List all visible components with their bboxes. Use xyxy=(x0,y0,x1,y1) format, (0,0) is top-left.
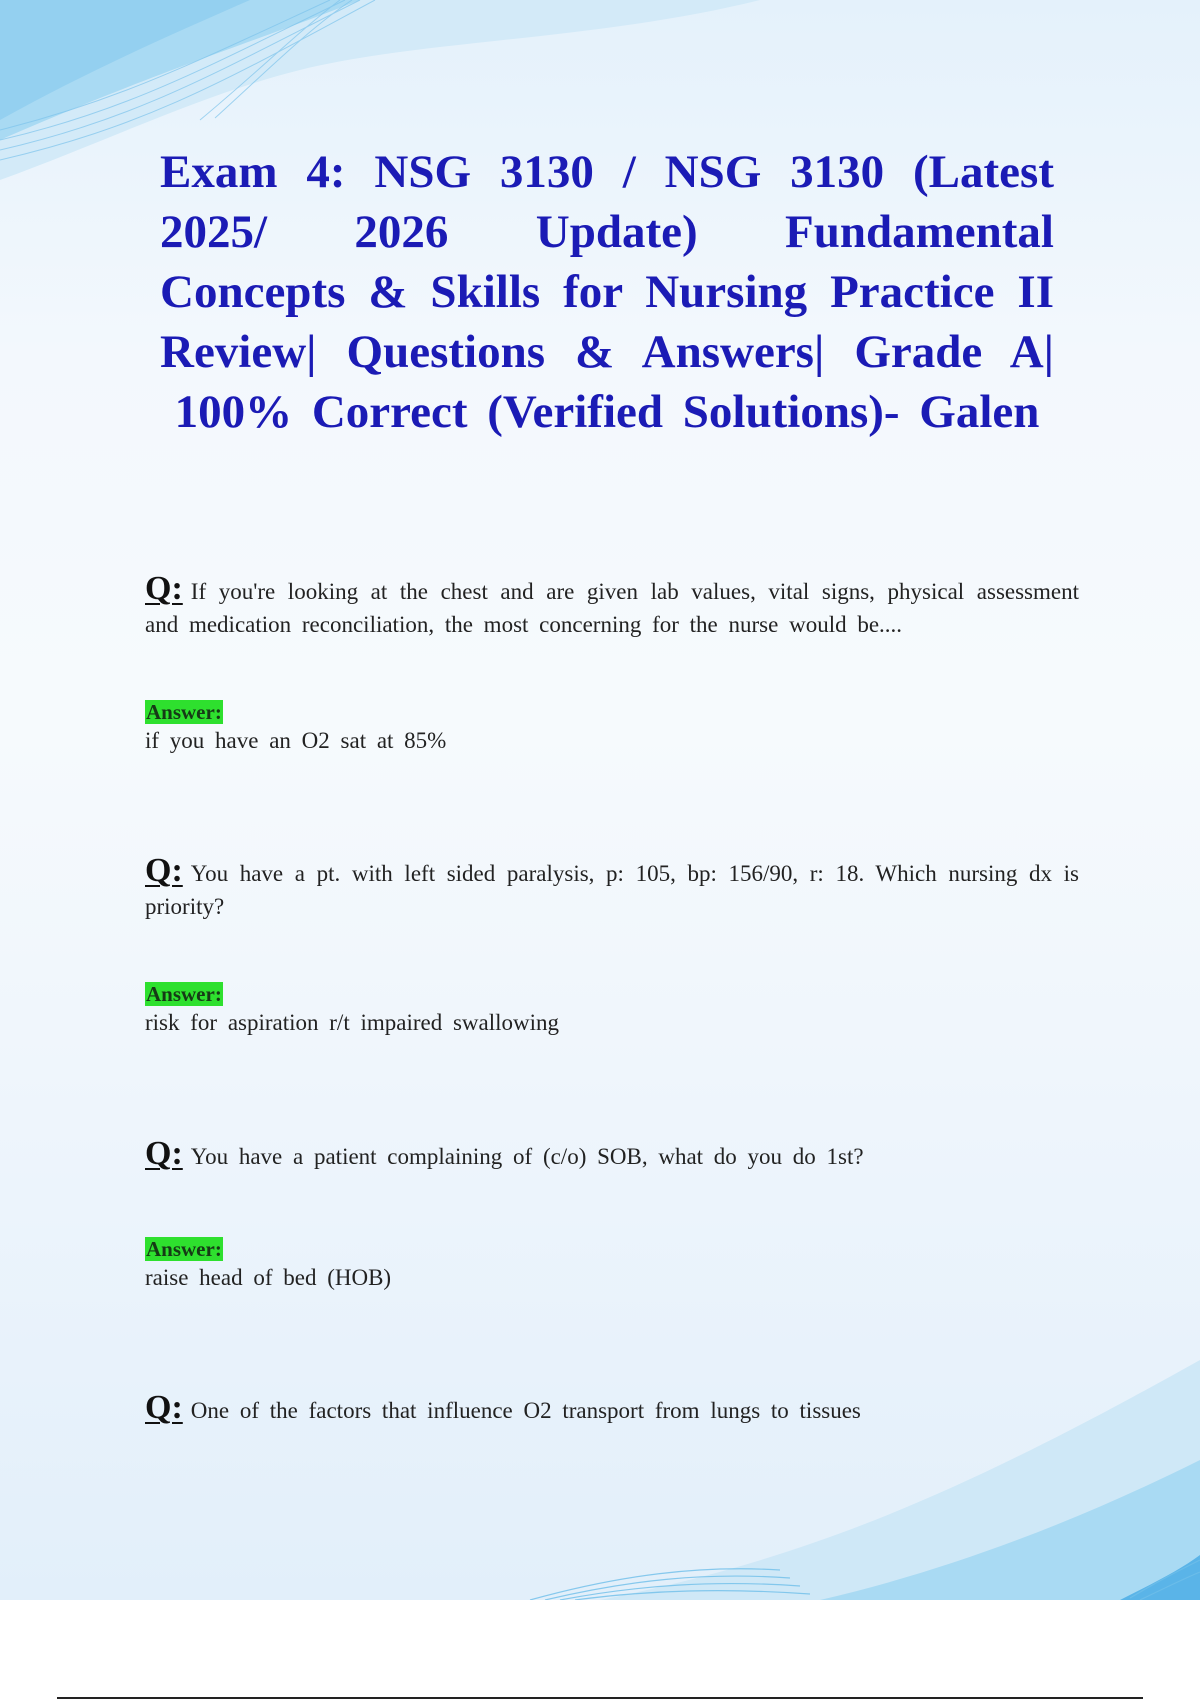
question-3 xyxy=(145,1137,1079,1173)
question-label: Q: xyxy=(145,1135,183,1172)
question-1 xyxy=(145,572,1079,641)
answer-text: if you have an O2 sat at 85% xyxy=(145,728,447,753)
question-label: Q: xyxy=(145,1389,183,1426)
answer-label: Answer: xyxy=(146,700,222,724)
question-block xyxy=(145,1391,1079,1427)
question-label: Q: xyxy=(145,570,183,607)
answer-label: Answer: xyxy=(146,982,222,1006)
document-title: Exam 4: NSG 3130 / NSG 3130 (Latest 2025/ 2026 Update) Fundamental Concepts & Skills for Nursing Practice II Review| Questions & Answers| Grade A| 100% Correct (Verified Solutions)- Galen xyxy=(160,146,1054,438)
question-text: If you're looking at the chest and are given lab values, vital signs, physical assessment and medication reconciliation, the most concerning for the nurse would be.... xyxy=(145,579,1079,637)
question-block xyxy=(145,1137,1079,1173)
answer-block xyxy=(145,700,1079,757)
question-text: You have a pt. with left sided paralysis, p: 105, bp: 156/90, r: 18. Which nursing dx is priority? xyxy=(145,861,1079,919)
question-4 xyxy=(145,1391,1079,1427)
question-text: You have a patient complaining of (c/o) SOB, what do you do 1st? xyxy=(190,1144,864,1169)
answer-label: Answer: xyxy=(146,1237,222,1261)
footer-divider xyxy=(57,1697,1143,1699)
question-block xyxy=(145,854,1079,923)
question-label: Q: xyxy=(145,852,183,889)
answer-block xyxy=(145,1237,1079,1294)
answer-text: risk for aspiration r/t impaired swallowing xyxy=(145,1010,560,1035)
question-2 xyxy=(145,854,1079,923)
answer-text: raise head of bed (HOB) xyxy=(145,1265,392,1290)
answer-block xyxy=(145,982,1079,1039)
question-block xyxy=(145,572,1079,641)
question-text: One of the factors that influence O2 transport from lungs to tissues xyxy=(190,1398,861,1423)
